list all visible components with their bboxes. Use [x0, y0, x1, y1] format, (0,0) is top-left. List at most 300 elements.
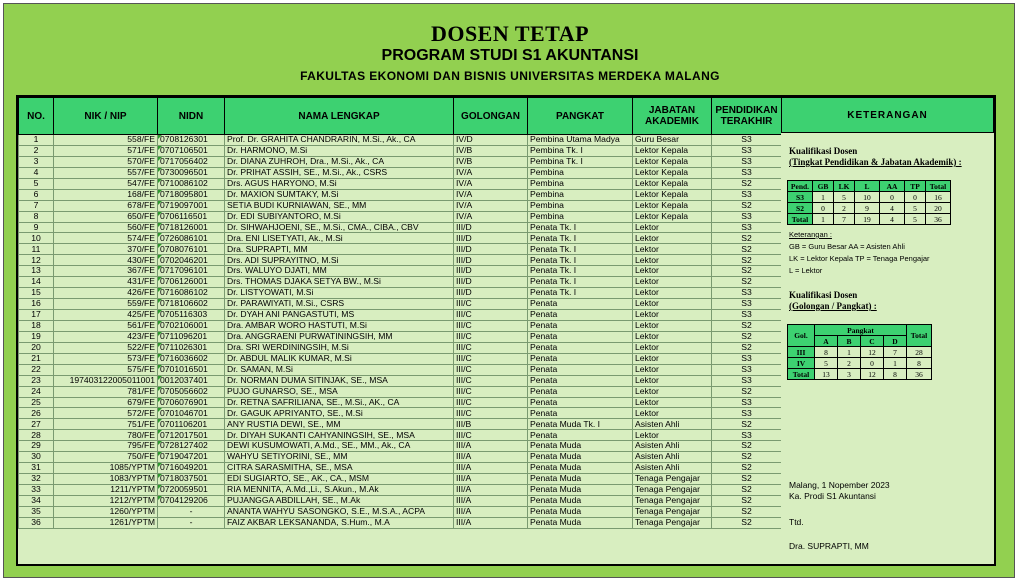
- row-nidn: 0705116303: [158, 310, 225, 321]
- row-nidn: 0719047201: [158, 452, 225, 463]
- row-jabatan: Lektor: [633, 288, 712, 299]
- row-pendidikan: S2: [712, 463, 782, 474]
- row-pangkat: Penata Muda: [528, 495, 633, 506]
- row-pendidikan: S2: [712, 200, 782, 211]
- row-jabatan: Lektor: [633, 233, 712, 244]
- row-pendidikan: S2: [712, 342, 782, 353]
- row-nidn: 0716049201: [158, 463, 225, 474]
- row-jabatan: Lektor: [633, 375, 712, 386]
- row-nama: FAIZ AKBAR LEKSANANDA, S.Hum., M.A: [225, 517, 454, 528]
- faculty-title: FAKULTAS EKONOMI DAN BISNIS UNIVERSITAS MERDEKA MALANG: [300, 69, 720, 83]
- row-nik: 1085/YPTM: [54, 463, 158, 474]
- row-no: 2: [19, 145, 54, 156]
- row-jabatan: Lektor Kepala: [633, 145, 712, 156]
- row-pangkat: Pembina: [528, 178, 633, 189]
- row-golongan: III/D: [454, 288, 528, 299]
- table-row: [19, 299, 782, 310]
- row-golongan: III/D: [454, 244, 528, 255]
- table-row: [19, 320, 782, 331]
- row-nama: Drs. WALUYO DJATI, MM: [225, 266, 454, 277]
- row-nik: 1211/YPTM: [54, 485, 158, 496]
- row-nik: 370/FE: [54, 244, 158, 255]
- table-row: [19, 495, 782, 506]
- row-pendidikan: S2: [712, 178, 782, 189]
- row-pendidikan: S3: [712, 299, 782, 310]
- program-title: PROGRAM STUDI S1 AKUNTANSI: [381, 47, 639, 64]
- row-pangkat: Pembina: [528, 189, 633, 200]
- row-nama: Dr. PARAWIYATI, M.Si., CSRS: [225, 299, 454, 310]
- row-pendidikan: S3: [712, 430, 782, 441]
- signature-name: Dra. SUPRAPTI, MM: [789, 541, 869, 551]
- row-nama: ANY RUSTIA DEWI, SE., MM: [225, 419, 454, 430]
- legend-line: LK = Lektor Kepala TP = Tenaga Pengajar: [789, 254, 930, 263]
- row-nidn: 0717056402: [158, 156, 225, 167]
- row-pangkat: Penata: [528, 342, 633, 353]
- row-no: 31: [19, 463, 54, 474]
- row-nidn: 0706076901: [158, 397, 225, 408]
- row-nidn: 0708076101: [158, 244, 225, 255]
- table-row: [19, 211, 782, 222]
- row-golongan: III/C: [454, 331, 528, 342]
- row-nama: WAHYU SETIYORINI, SE., MM: [225, 452, 454, 463]
- row-no: 30: [19, 452, 54, 463]
- row-golongan: IV/A: [454, 200, 528, 211]
- row-jabatan: Asisten Ahli: [633, 419, 712, 430]
- row-golongan: III/A: [454, 452, 528, 463]
- row-no: 34: [19, 495, 54, 506]
- row-golongan: IV/A: [454, 178, 528, 189]
- row-golongan: III/A: [454, 441, 528, 452]
- row-pangkat: Penata Muda: [528, 506, 633, 517]
- row-no: 27: [19, 419, 54, 430]
- row-golongan: IV/B: [454, 156, 528, 167]
- row-pendidikan: S2: [712, 233, 782, 244]
- row-pendidikan: S2: [712, 452, 782, 463]
- row-pendidikan: S2: [712, 419, 782, 430]
- row-pangkat: Penata: [528, 353, 633, 364]
- row-golongan: III/C: [454, 320, 528, 331]
- table-row: [19, 277, 782, 288]
- row-nama: DEWI KUSUMOWATI, A.Md., SE., MM., Ak., CA: [225, 441, 454, 452]
- row-no: 33: [19, 485, 54, 496]
- lecturer-table: [18, 97, 782, 529]
- education-row-s3: S3 1 5 10 0 0 16: [788, 192, 951, 203]
- row-golongan: IV/A: [454, 167, 528, 178]
- row-nik: 425/FE: [54, 310, 158, 321]
- row-nama: RIA MENNITA, A.Md.,Li., S.Akun., M.Ak: [225, 485, 454, 496]
- row-jabatan: Lektor: [633, 255, 712, 266]
- row-nik: 795/FE: [54, 441, 158, 452]
- legend-line: GB = Guru Besar AA = Asisten Ahli: [789, 242, 905, 251]
- row-pangkat: Pembina: [528, 211, 633, 222]
- row-pendidikan: S3: [712, 310, 782, 321]
- row-nama: EDI SUGIARTO, SE., AK., CA., MSM: [225, 474, 454, 485]
- row-pangkat: Penata Muda: [528, 463, 633, 474]
- row-golongan: III/C: [454, 375, 528, 386]
- row-jabatan: Tenaga Pengajar: [633, 495, 712, 506]
- row-jabatan: Lektor: [633, 299, 712, 310]
- row-pendidikan: S3: [712, 375, 782, 386]
- row-nidn: 0711026301: [158, 342, 225, 353]
- table-row: [19, 485, 782, 496]
- rank-row-iv: IV 5 2 0 1 8: [788, 358, 932, 369]
- row-golongan: IV/A: [454, 189, 528, 200]
- row-jabatan: Lektor Kepala: [633, 211, 712, 222]
- row-nidn: 0719097001: [158, 200, 225, 211]
- row-nama: Dr. DIANA ZUHROH, Dra., M.Si., Ak., CA: [225, 156, 454, 167]
- row-no: 25: [19, 397, 54, 408]
- row-golongan: IV/A: [454, 211, 528, 222]
- row-nidn: 0718106602: [158, 299, 225, 310]
- row-pangkat: Penata: [528, 331, 633, 342]
- row-nidn: 0716086102: [158, 288, 225, 299]
- row-pangkat: Pembina Tk. I: [528, 145, 633, 156]
- table-row: [19, 331, 782, 342]
- row-nik: 547/FE: [54, 178, 158, 189]
- qualification-title-2: Kualifikasi Dosen (Golongan / Pangkat) :: [789, 290, 877, 311]
- row-nidn: 0012037401: [158, 375, 225, 386]
- row-golongan: III/A: [454, 517, 528, 528]
- row-nidn: -: [158, 517, 225, 528]
- table-row: [19, 233, 782, 244]
- col-pendidikan: PENDIDIKAN TERAKHIR: [712, 98, 782, 135]
- row-jabatan: Lektor: [633, 397, 712, 408]
- row-nama: Dr. MAXION SUMTAKY, M.Si: [225, 189, 454, 200]
- row-nidn: 0701016501: [158, 364, 225, 375]
- table-row: [19, 200, 782, 211]
- table-row: [19, 178, 782, 189]
- row-jabatan: Lektor: [633, 386, 712, 397]
- row-jabatan: Lektor: [633, 342, 712, 353]
- row-nidn: 0710086102: [158, 178, 225, 189]
- row-golongan: III/A: [454, 474, 528, 485]
- col-no: NO.: [19, 98, 54, 135]
- row-nama: SETIA BUDI KURNIAWAN, SE., MM: [225, 200, 454, 211]
- row-pangkat: Penata: [528, 310, 633, 321]
- row-no: 15: [19, 288, 54, 299]
- row-nidn: 0718037501: [158, 474, 225, 485]
- document-title: DOSEN TETAP: [430, 21, 590, 46]
- row-jabatan: Tenaga Pengajar: [633, 506, 712, 517]
- row-pendidikan: S2: [712, 517, 782, 528]
- row-no: 32: [19, 474, 54, 485]
- row-pendidikan: S3: [712, 211, 782, 222]
- signature-ttd: Ttd.: [789, 517, 804, 527]
- row-nidn: 0707106501: [158, 145, 225, 156]
- table-row: [19, 353, 782, 364]
- row-pendidikan: S2: [712, 441, 782, 452]
- row-nik: 557/FE: [54, 167, 158, 178]
- row-nidn: 0718095801: [158, 189, 225, 200]
- row-nik: 780/FE: [54, 430, 158, 441]
- row-no: 17: [19, 310, 54, 321]
- row-jabatan: Asisten Ahli: [633, 463, 712, 474]
- row-nidn: 0702106001: [158, 320, 225, 331]
- row-pendidikan: S3: [712, 189, 782, 200]
- table-row: [19, 156, 782, 167]
- row-nidn: 0728127402: [158, 441, 225, 452]
- row-no: 6: [19, 189, 54, 200]
- row-no: 19: [19, 331, 54, 342]
- row-golongan: III/A: [454, 485, 528, 496]
- col-nidn: NIDN: [158, 98, 225, 135]
- row-jabatan: Lektor Kepala: [633, 167, 712, 178]
- row-no: 1: [19, 135, 54, 146]
- row-pendidikan: S2: [712, 277, 782, 288]
- table-row: [19, 517, 782, 528]
- row-golongan: III/C: [454, 408, 528, 419]
- row-golongan: III/D: [454, 266, 528, 277]
- row-nik: 678/FE: [54, 200, 158, 211]
- row-no: 4: [19, 167, 54, 178]
- row-nama: Dr. HARMONO, M.Si: [225, 145, 454, 156]
- table-row: [19, 463, 782, 474]
- row-nidn: 0718126001: [158, 222, 225, 233]
- table-row: [19, 506, 782, 517]
- row-no: 14: [19, 277, 54, 288]
- row-nik: 367/FE: [54, 266, 158, 277]
- legend-line: L = Lektor: [789, 266, 823, 275]
- row-nik: 1260/YPTM: [54, 506, 158, 517]
- row-golongan: III/A: [454, 463, 528, 474]
- table-row: [19, 135, 782, 146]
- row-nik: 430/FE: [54, 255, 158, 266]
- row-pangkat: Penata: [528, 364, 633, 375]
- row-nama: CITRA SARASMITHA, SE., MSA: [225, 463, 454, 474]
- row-nik: 679/FE: [54, 397, 158, 408]
- row-pangkat: Penata Muda: [528, 485, 633, 496]
- row-nik: 522/FE: [54, 342, 158, 353]
- row-jabatan: Lektor: [633, 244, 712, 255]
- row-pendidikan: S2: [712, 255, 782, 266]
- row-no: 22: [19, 364, 54, 375]
- rank-row-total: Total 13 3 12 8 36: [788, 369, 932, 380]
- row-jabatan: Lektor: [633, 430, 712, 441]
- row-jabatan: Tenaga Pengajar: [633, 474, 712, 485]
- row-nik: 1212/YPTM: [54, 495, 158, 506]
- row-nidn: 0716036602: [158, 353, 225, 364]
- row-pendidikan: S2: [712, 495, 782, 506]
- row-golongan: III/D: [454, 255, 528, 266]
- qualification-title-1: Kualifikasi Dosen (Tingkat Pendidikan & Jabatan Akademik) :: [789, 146, 962, 167]
- row-nik: 559/FE: [54, 299, 158, 310]
- row-golongan: III/A: [454, 495, 528, 506]
- row-nik: 573/FE: [54, 353, 158, 364]
- row-golongan: III/B: [454, 419, 528, 430]
- row-nik: 426/FE: [54, 288, 158, 299]
- row-nik: 197403122005011001: [54, 375, 158, 386]
- row-no: 23: [19, 375, 54, 386]
- row-pendidikan: S2: [712, 506, 782, 517]
- row-golongan: III/D: [454, 222, 528, 233]
- rank-row-iii: III 8 1 12 7 28: [788, 347, 932, 358]
- row-pendidikan: S3: [712, 156, 782, 167]
- table-row: [19, 189, 782, 200]
- rank-table: Gol. Pangkat Total A B C D III 8 1 12 7 28 IV 5 2 0 1 8 Total 13 3 12 8 36: [787, 324, 932, 380]
- row-pendidikan: S3: [712, 397, 782, 408]
- row-pangkat: Pembina: [528, 167, 633, 178]
- row-nama: Dra. SRI WERDININGSIH, M.Si: [225, 342, 454, 353]
- legend-title: Keterangan :: [789, 230, 832, 239]
- row-no: 5: [19, 178, 54, 189]
- table-row: [19, 145, 782, 156]
- row-pangkat: Penata: [528, 430, 633, 441]
- row-jabatan: Tenaga Pengajar: [633, 517, 712, 528]
- row-no: 12: [19, 255, 54, 266]
- row-nidn: 0706126001: [158, 277, 225, 288]
- row-jabatan: Lektor: [633, 353, 712, 364]
- table-row: [19, 288, 782, 299]
- row-pangkat: Penata Muda Tk. I: [528, 419, 633, 430]
- row-nik: 575/FE: [54, 364, 158, 375]
- row-nama: Dra. ENI LISETYATI, Ak., M.Si: [225, 233, 454, 244]
- row-pangkat: Penata: [528, 375, 633, 386]
- row-pendidikan: S2: [712, 244, 782, 255]
- row-golongan: III/C: [454, 353, 528, 364]
- row-nama: Drs. AGUS HARYONO, M.Si: [225, 178, 454, 189]
- table-row: [19, 255, 782, 266]
- row-jabatan: Lektor: [633, 408, 712, 419]
- table-row: [19, 167, 782, 178]
- row-nidn: 0706116501: [158, 211, 225, 222]
- row-nama: Dra. ANGGRAENI PURWATININGSIH, MM: [225, 331, 454, 342]
- row-nidn: 0702046201: [158, 255, 225, 266]
- signature-position: Ka. Prodi S1 Akuntansi: [789, 491, 876, 501]
- row-no: 29: [19, 441, 54, 452]
- row-pendidikan: S3: [712, 222, 782, 233]
- row-nama: PUJO GUNARSO, SE., MSA: [225, 386, 454, 397]
- row-nidn: 0705056602: [158, 386, 225, 397]
- row-nidn: 0712017501: [158, 430, 225, 441]
- row-no: 36: [19, 517, 54, 528]
- row-golongan: III/C: [454, 364, 528, 375]
- row-nidn: 0711096201: [158, 331, 225, 342]
- row-nik: 650/FE: [54, 211, 158, 222]
- row-nama: Dr. EDI SUBIYANTORO, M.Si: [225, 211, 454, 222]
- row-no: 18: [19, 320, 54, 331]
- row-pendidikan: S3: [712, 167, 782, 178]
- row-nama: Dr. ABDUL MALIK KUMAR, M.Si: [225, 353, 454, 364]
- table-row: [19, 474, 782, 485]
- row-no: 24: [19, 386, 54, 397]
- table-row: [19, 419, 782, 430]
- row-pangkat: Penata: [528, 408, 633, 419]
- col-nama: NAMA LENGKAP: [225, 98, 454, 135]
- row-pendidikan: S2: [712, 485, 782, 496]
- row-jabatan: Lektor: [633, 277, 712, 288]
- row-nik: 561/FE: [54, 320, 158, 331]
- row-pangkat: Penata: [528, 386, 633, 397]
- row-nama: ANANTA WAHYU SASONGKO, S.E., M.S.A., ACPA: [225, 506, 454, 517]
- row-no: 13: [19, 266, 54, 277]
- row-pendidikan: S3: [712, 288, 782, 299]
- row-nidn: 0717096101: [158, 266, 225, 277]
- row-jabatan: Guru Besar: [633, 135, 712, 146]
- row-jabatan: Lektor Kepala: [633, 189, 712, 200]
- row-pangkat: Penata Tk. I: [528, 255, 633, 266]
- row-pangkat: Penata Muda: [528, 441, 633, 452]
- table-row: [19, 222, 782, 233]
- education-row-total: Total 1 7 19 4 5 36: [788, 214, 951, 225]
- row-no: 35: [19, 506, 54, 517]
- row-pangkat: Penata Tk. I: [528, 277, 633, 288]
- row-pangkat: Penata Tk. I: [528, 222, 633, 233]
- row-golongan: III/C: [454, 397, 528, 408]
- keterangan-panel: [781, 133, 994, 564]
- row-nik: 431/FE: [54, 277, 158, 288]
- row-nidn: 0701046701: [158, 408, 225, 419]
- row-no: 20: [19, 342, 54, 353]
- row-jabatan: Asisten Ahli: [633, 452, 712, 463]
- row-nik: 750/FE: [54, 452, 158, 463]
- row-nik: 1083/YPTM: [54, 474, 158, 485]
- row-pangkat: Pembina Tk. I: [528, 156, 633, 167]
- row-pendidikan: S2: [712, 320, 782, 331]
- row-nidn: -: [158, 506, 225, 517]
- row-nidn: 0726086101: [158, 233, 225, 244]
- row-jabatan: Asisten Ahli: [633, 441, 712, 452]
- row-nik: 1261/YPTM: [54, 517, 158, 528]
- table-row: [19, 408, 782, 419]
- row-nama: Dra. AMBAR WORO HASTUTI, M.Si: [225, 320, 454, 331]
- row-jabatan: Lektor: [633, 331, 712, 342]
- row-no: 9: [19, 222, 54, 233]
- row-pangkat: Pembina Utama Madya: [528, 135, 633, 146]
- row-nama: Dr. GAGUK APRIYANTO, SE., M.Si: [225, 408, 454, 419]
- row-jabatan: Lektor Kepala: [633, 156, 712, 167]
- row-nik: 572/FE: [54, 408, 158, 419]
- row-nik: 560/FE: [54, 222, 158, 233]
- table-row: [19, 310, 782, 321]
- row-nik: 570/FE: [54, 156, 158, 167]
- row-jabatan: Lektor: [633, 266, 712, 277]
- row-nama: Dr. DIYAH SUKANTI CAHYANINGSIH, SE., MSA: [225, 430, 454, 441]
- row-pendidikan: S2: [712, 386, 782, 397]
- row-nik: 558/FE: [54, 135, 158, 146]
- table-row: [19, 430, 782, 441]
- row-golongan: III/C: [454, 342, 528, 353]
- row-golongan: III/D: [454, 233, 528, 244]
- row-pendidikan: S3: [712, 135, 782, 146]
- education-row-s2: S2 0 2 9 4 5 20: [788, 203, 951, 214]
- row-pendidikan: S3: [712, 145, 782, 156]
- row-no: 26: [19, 408, 54, 419]
- row-nik: 574/FE: [54, 233, 158, 244]
- row-no: 3: [19, 156, 54, 167]
- row-nama: Dr. DYAH ANI PANGASTUTI, MS: [225, 310, 454, 321]
- row-no: 28: [19, 430, 54, 441]
- row-no: 11: [19, 244, 54, 255]
- col-golongan: GOLONGAN: [454, 98, 528, 135]
- table-row: [19, 375, 782, 386]
- row-pangkat: Penata Tk. I: [528, 288, 633, 299]
- row-nama: PUJANGGA ABDILLAH, SE., M.Ak: [225, 495, 454, 506]
- row-pangkat: Penata: [528, 397, 633, 408]
- row-nama: Drs. THOMAS DJAKA SETYA BW., M.Si: [225, 277, 454, 288]
- row-pangkat: Penata Tk. I: [528, 244, 633, 255]
- row-golongan: IV/B: [454, 145, 528, 156]
- row-jabatan: Tenaga Pengajar: [633, 485, 712, 496]
- table-row: [19, 386, 782, 397]
- row-pendidikan: S2: [712, 266, 782, 277]
- row-nama: Dr. NORMAN DUMA SITINJAK, SE., MSA: [225, 375, 454, 386]
- row-nama: Prof. Dr. GRAHITA CHANDRARIN, M.Si., Ak., CA: [225, 135, 454, 146]
- table-row: [19, 244, 782, 255]
- table-row: [19, 364, 782, 375]
- row-golongan: III/D: [454, 277, 528, 288]
- row-nik: 423/FE: [54, 331, 158, 342]
- row-pangkat: Pembina: [528, 200, 633, 211]
